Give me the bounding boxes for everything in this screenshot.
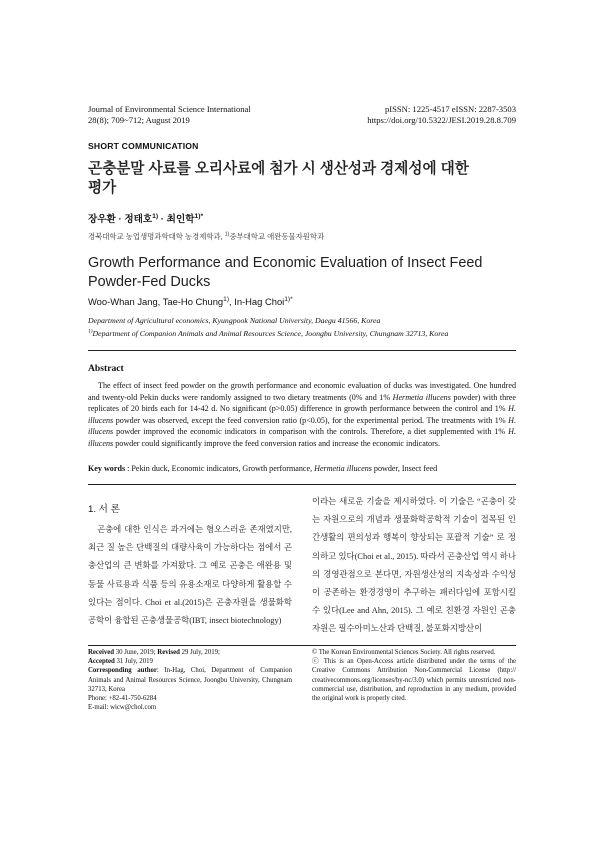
- revised-label: Revised: [157, 649, 180, 656]
- divider: [88, 350, 516, 351]
- author-ko-2: 정태호: [124, 214, 153, 225]
- author-en-3-affil: 1)*: [284, 295, 293, 303]
- phone: Phone: +82-41-750-6284: [88, 695, 157, 703]
- keywords-species: Hermetia illucens: [314, 464, 372, 473]
- author-ko-3-affil: 1)*: [194, 212, 204, 220]
- authors-en-1-2: Woo-Whan Jang, Tae-Ho Chung: [88, 296, 224, 307]
- author-en-2-affil: 1): [223, 295, 230, 303]
- abstract-part: powder) with three replicates of 20 birds each for 14-42 d. No significant (p>0.05) difference in growth performance between the control and 1%: [88, 392, 516, 414]
- affil-ko-part1: 경북대학교 농업생명과학대학 농경제학과,: [88, 232, 225, 241]
- author-separator: ·: [158, 214, 167, 225]
- affil-ko-sup: 1): [224, 231, 230, 238]
- abstract-heading: Abstract: [88, 363, 124, 374]
- title-english-line2: Powder-Fed Ducks: [88, 273, 211, 290]
- abstract-part: powder could significantly improve the feed conversion ratios and increase the economic indicators.: [113, 438, 440, 448]
- section-heading-introduction: 1. 서 론: [88, 504, 120, 515]
- body-column-right: 이라는 새로운 기술을 제시하였다. 이 기술은 “곤충이 갖는 자원으로의 개념과 생물화학공학적 기술이 접목된 인간생활의 편의성과 행복이 향상되는 포괄적 기술” 로 정의하고 있다(Choi et al., 2015). 따라서 곤충산업 역시 하나의 경영관점으로 본다면, 자원생산성의 지속성과 수익성이 공존하는 환경경영이 추구하는 패러다임에 포함시킬 수 있다(Lee and Ahn, 2015). 그 예로 친환경 자원인 곤충자원은 필수아미노산과 단백질, 불포화지방산이: [312, 497, 516, 634]
- author-en-3: , In-Hag Choi: [229, 296, 285, 307]
- affil-en-2-sup: 1): [88, 328, 93, 335]
- article-type: SHORT COMMUNICATION: [88, 141, 199, 151]
- title-korean-line2: 평가: [88, 180, 117, 196]
- author-ko-2-affil: 1): [152, 212, 159, 220]
- dates-line-1: [88, 648, 292, 657]
- affiliation-english: [88, 314, 528, 340]
- journal-doi[interactable]: https://doi.org/10.5322/JESI.2019.28.8.709: [367, 115, 516, 125]
- keywords-label: Key words: [88, 464, 126, 473]
- journal-header-right: [300, 104, 516, 126]
- affil-en-2-text: Department of Companion Animals and Animal Resources Science, Joongbu University, Chungnam 32713, Korea: [92, 329, 449, 338]
- affiliation-korean: [88, 231, 324, 242]
- dates-line-2: [88, 657, 292, 666]
- species-name: Hermetia illucens: [392, 392, 451, 402]
- corresponding-author: [88, 666, 292, 694]
- abstract-part: powder was observed, except the feed conversion ratio (p<0.05), for the experimental period. The treatments with 1%: [113, 415, 509, 425]
- footer-divider: [88, 645, 516, 646]
- footer-right: [312, 648, 516, 703]
- accepted-date: 31 July, 2019: [114, 658, 153, 666]
- abstract-text: [88, 380, 516, 450]
- keywords: [88, 464, 516, 473]
- email[interactable]: E-mail: wicw@chol.com: [88, 704, 157, 712]
- abstract-part: powder improved the economic indicators in comparison with the controls. Therefore, a diet supplemented with 1%: [113, 427, 509, 437]
- species-name: H. illucens: [88, 427, 516, 448]
- journal-issn: pISSN: 1225-4517 eISSN: 2287-3503: [384, 104, 516, 114]
- received-date: 30 June, 2019;: [114, 649, 158, 656]
- revised-date: 29 July, 2019;: [179, 649, 220, 656]
- abstract-part: The effect of insect feed powder on the growth performance and economic evaluation of ducks was investigated. One hundred and twenty-old Pekin ducks were randomly assigned to two dietary treatments (0% and 1%: [88, 381, 516, 402]
- corr-text: : In-Hag, Choi, Department of Companion Animals and Animal Resources Science, Joongbu University, Chungnam 32713, Korea: [88, 667, 292, 693]
- divider: [88, 484, 516, 485]
- title-english: [88, 254, 528, 291]
- copyright-notice: © The Korean Environmental Sciences Society. All rights reserved.: [312, 649, 496, 656]
- author-ko-1: 장우환: [88, 214, 116, 225]
- journal-volume-info: 28(8); 709~712; August 2019: [88, 115, 190, 125]
- keywords-text: powder, Insect feed: [371, 464, 438, 473]
- license-notice: ⓒ This is an Open-Access article distributed under the terms of the Creative Commons Attribution Non-Commercial License (http:// creativecommons.org/licenses/by-nc/3.0) which permits unrestricted non-commercial use, distribution, and reproduction in any medium, provided the original work is properly cited.: [312, 658, 516, 703]
- affiliation-en-1: Department of Agricultural economics, Kyungpook National University, Daegu 41566, Korea: [88, 316, 381, 325]
- accepted-label: Accepted: [88, 658, 115, 666]
- authors-korean: [88, 211, 203, 225]
- affil-ko-part2: 중부대학교 애완동물자원학과: [229, 232, 325, 241]
- title-english-line1: Growth Performance and Economic Evaluation of Insect Feed: [88, 255, 483, 271]
- authors-english: [88, 296, 293, 307]
- received-label: Received: [88, 649, 115, 656]
- body-column-left: 곤충에 대한 인식은 과거에는 혐오스러운 존재였지만, 최근 질 높은 단백질의 대량사육이 가능하다는 점에서 곤충산업의 큰 변화를 가져왔다. 그 예로 곤충은 애완용 및 동물 사료용과 식품 등의 유용소재로 다양하게 활용할 수 있다는 점이다. Choi et al.(2015)은 곤충자원을 생물화학공학이 융합된 곤충생물공학(IBT, insect biotechnology): [88, 525, 292, 626]
- title-korean-line1: 곤충분말 사료를 오리사료에 첨가 시 생산성과 경제성에 대한: [88, 161, 469, 177]
- affiliation-en-2: [88, 327, 528, 340]
- species-name: H. illucens: [88, 404, 516, 425]
- author-separator: ·: [115, 214, 125, 225]
- corr-label: Corresponding author: [88, 667, 157, 675]
- title-korean: [88, 160, 528, 198]
- footer-left: [88, 648, 292, 712]
- keywords-text: : Pekin duck, Economic indicators, Growth performance,: [125, 464, 315, 473]
- journal-name: Journal of Environmental Science International: [88, 104, 251, 114]
- author-ko-3: 최인학: [166, 214, 195, 225]
- species-name: H. illucens: [88, 415, 516, 437]
